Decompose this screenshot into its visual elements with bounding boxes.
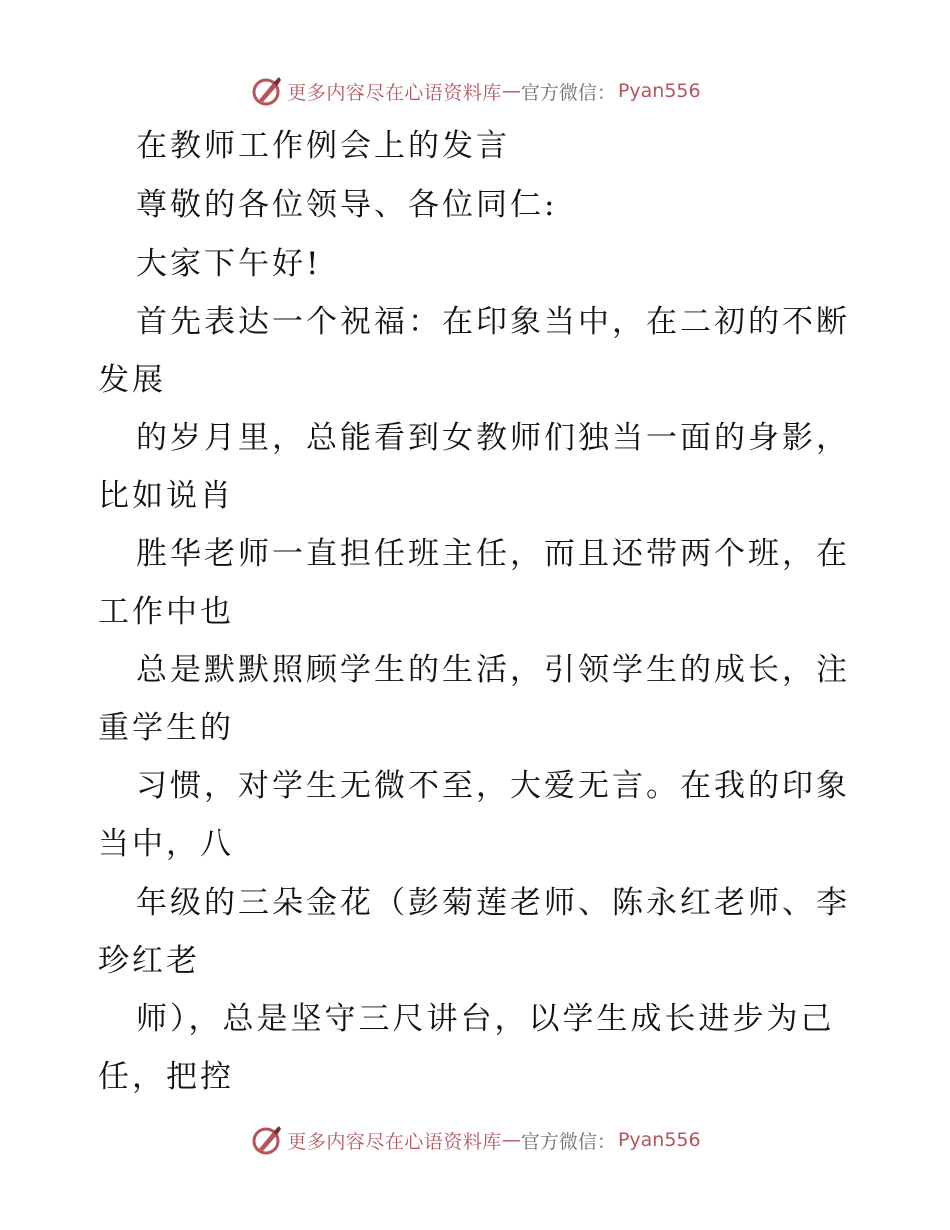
header-watermark <box>0 71 950 111</box>
watermark-site-text: 更多内容尽在心语资料库 <box>287 1130 502 1153</box>
document-title: 在教师工作例会上的发言 <box>136 128 510 164</box>
text-line: 任，把控 <box>98 1059 234 1095</box>
watermark-wechat-id: Pyan556 <box>617 1129 701 1151</box>
watermark-wechat-id: Pyan556 <box>617 80 701 102</box>
watermark-wechat-label: 官方微信： <box>520 1130 616 1153</box>
pen-circle-logo-icon <box>249 1123 283 1157</box>
text-line: 珍红老 <box>98 943 200 979</box>
text-line: 胜华老师一直担任班主任，而且还带两个班，在 <box>136 536 850 572</box>
text-line: 师），总是坚守三尺讲台，以学生成长进步为己 <box>136 1001 835 1037</box>
text-line: 当中，八 <box>98 826 234 862</box>
text-line: 年级的三朵金花（彭菊莲老师、陈永红老师、李 <box>136 885 850 921</box>
text-line: 发展 <box>98 362 166 398</box>
pen-circle-logo-icon <box>249 74 283 108</box>
text-line: 尊敬的各位领导、各位同仁: <box>136 187 558 223</box>
text-line: 比如说肖 <box>98 478 234 514</box>
text-line: 总是默默照顾学生的生活，引领学生的成长，注 <box>136 652 850 688</box>
text-line: 首先表达一个祝福：在印象当中，在二初的不断 <box>136 304 850 340</box>
text-line: 工作中也 <box>98 594 234 630</box>
text-line: 大家下午好! <box>136 246 322 282</box>
text-line: 重学生的 <box>98 710 234 746</box>
watermark-site-text: 更多内容尽在心语资料库 <box>287 81 502 104</box>
watermark-wechat-label: 官方微信： <box>520 81 616 104</box>
text-line: 习惯，对学生无微不至，大爱无言。在我的印象 <box>136 768 850 804</box>
text-line: 的岁月里，总能看到女教师们独当一面的身影， <box>136 420 850 456</box>
watermark-dash: — <box>501 80 521 102</box>
watermark-dash: — <box>501 1129 521 1151</box>
footer-watermark <box>0 1120 950 1160</box>
